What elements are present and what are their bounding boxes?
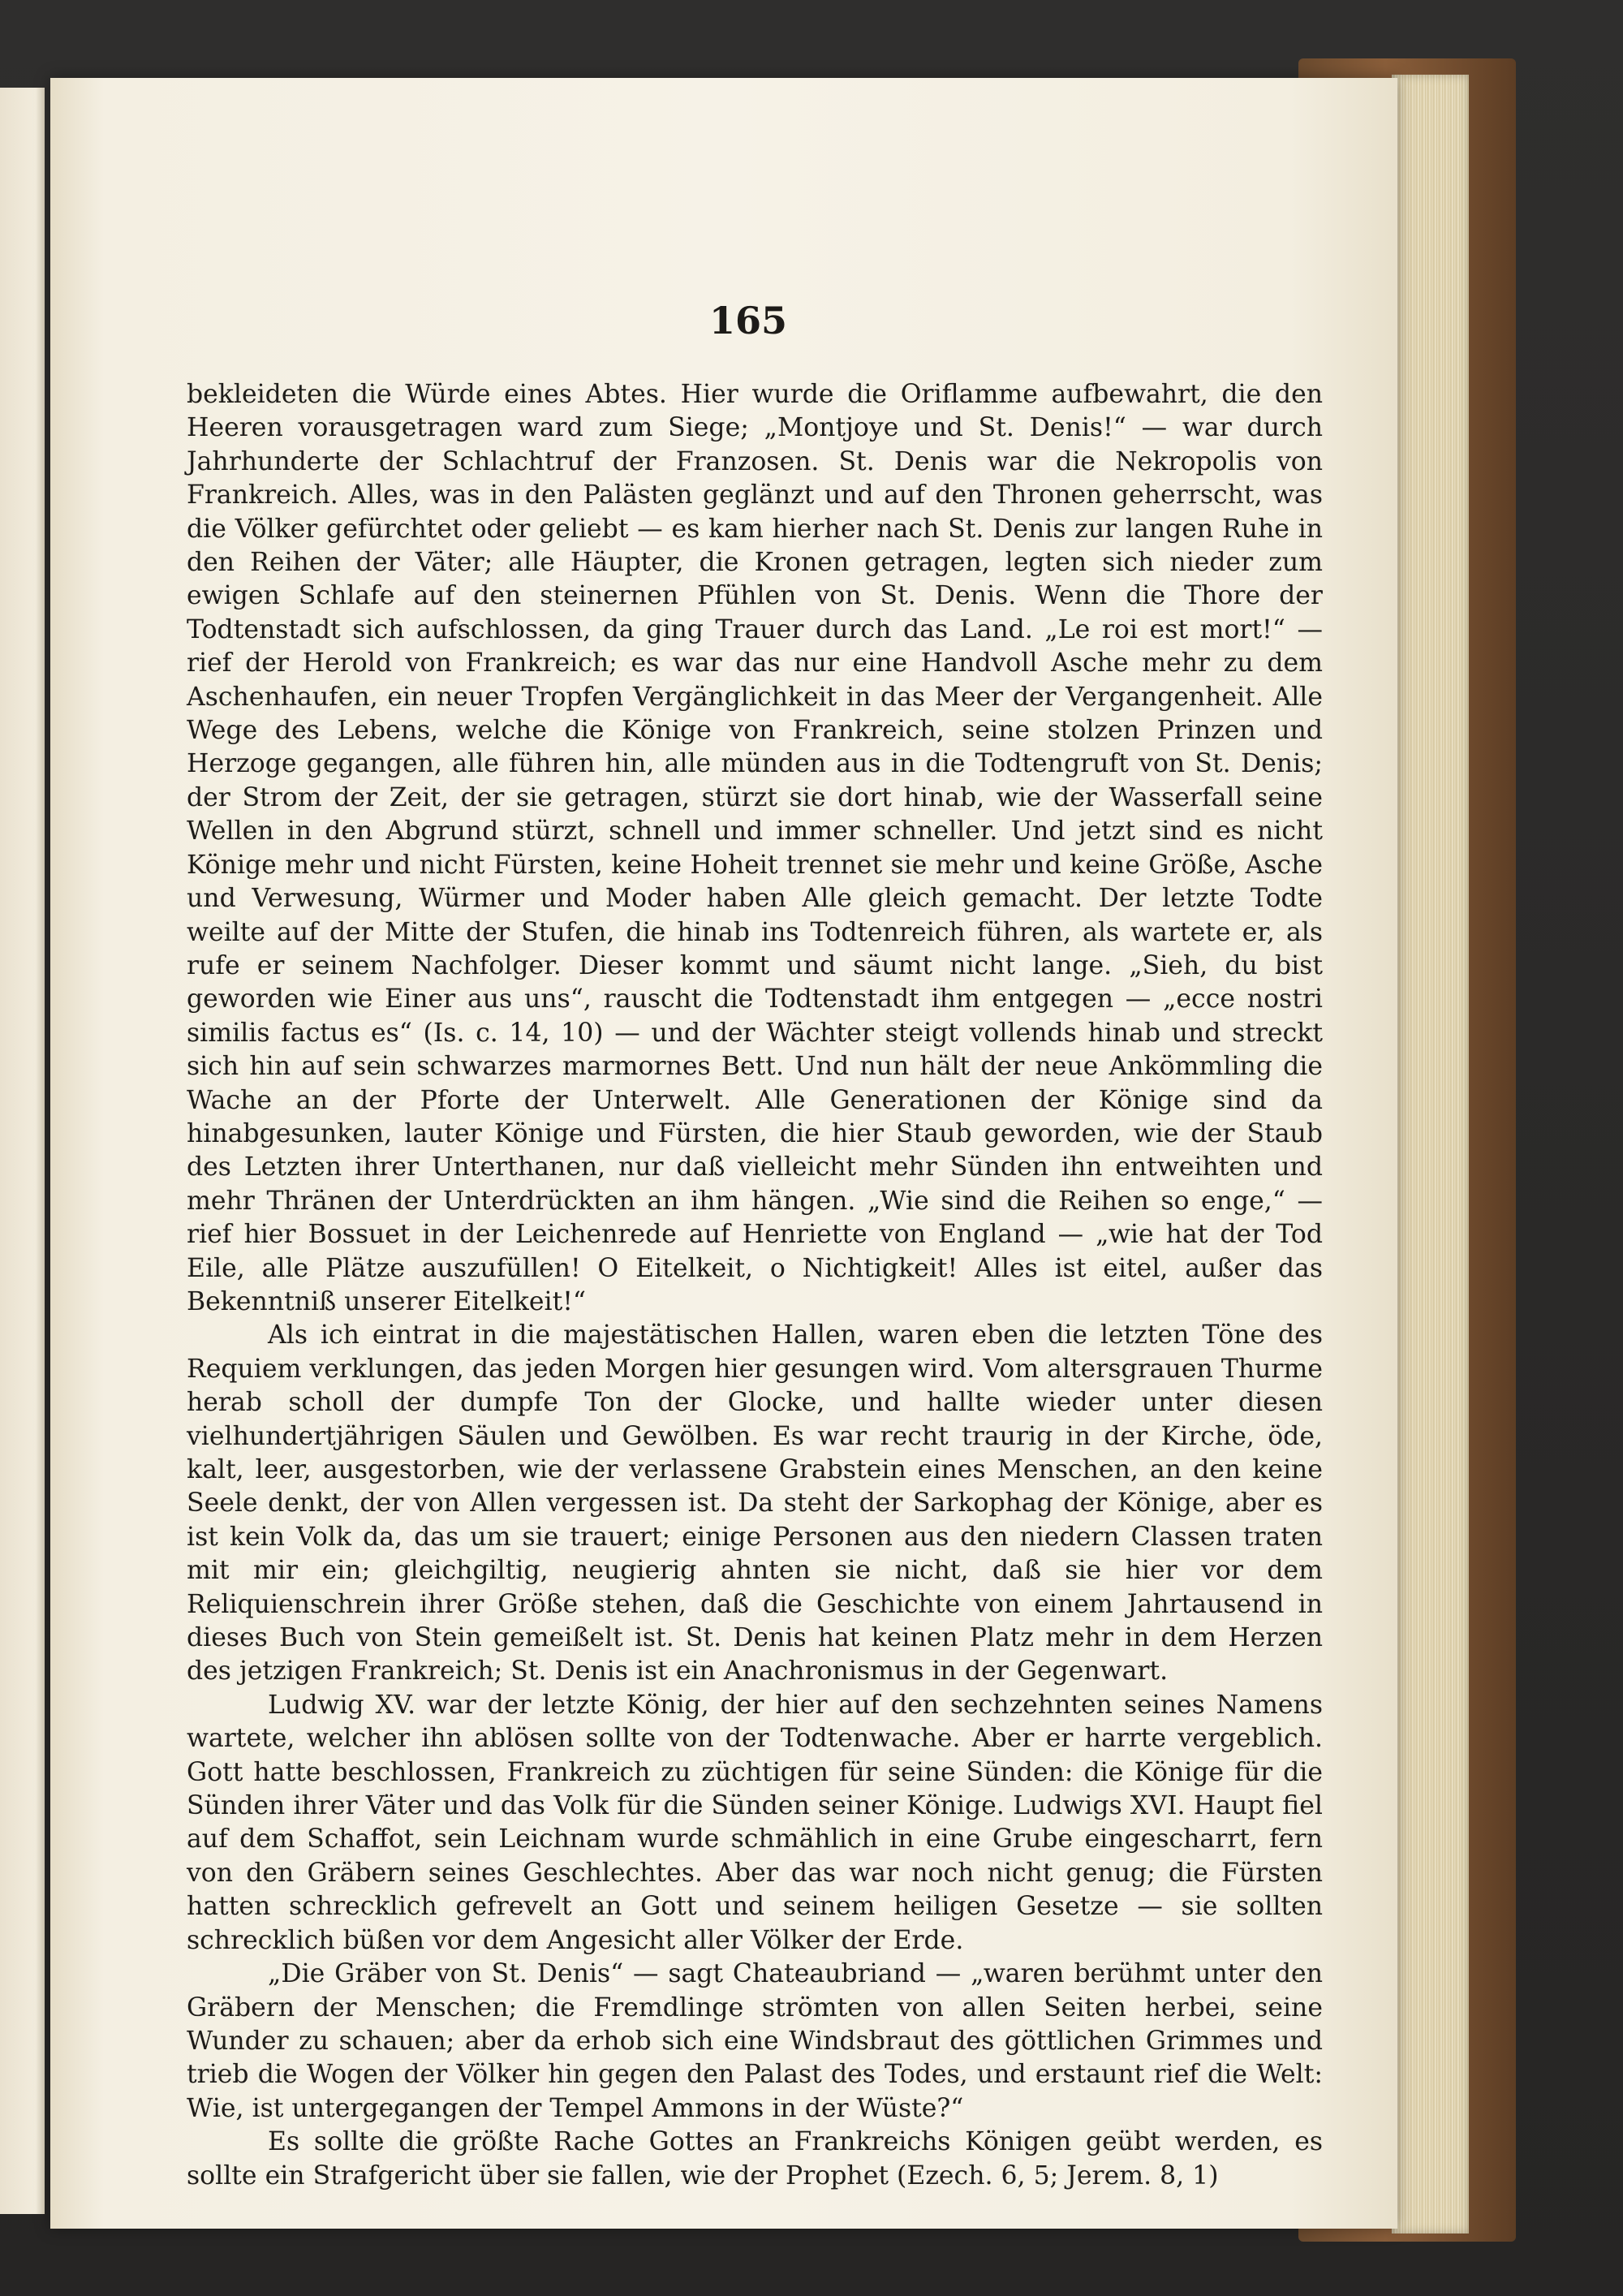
book-page bbox=[50, 78, 1397, 2229]
paragraph: Ludwig XV. war der letzte König, der hier auf den sechzehnten seines Namens wartete, welcher ihn ablösen sollte von der Todtenwache. Aber er harrte vergeblich. Gott hatte beschlossen, Frankreich zu züchtigen für seine Sünden: die Könige für die Sünden ihrer Väter und das Volk für die Sünden seiner Könige. Ludwigs XVI. Haupt fiel auf dem Schaffot, sein Leichnam wurde schmählich in eine Grube eingescharrt, fern von den Gräbern seines Geschlechtes. Aber das war noch nicht genug; die Fürsten hatten schrecklich gefrevelt an Gott und seinem heiligen Gesetze — sie sollten schrecklich büßen vor dem Angesicht aller Völker der Erde. bbox=[187, 1690, 1323, 1955]
page-number: 165 bbox=[708, 299, 788, 342]
paragraph: „Die Gräber von St. Denis“ — sagt Chateaubriand — „waren berühmt unter den Gräbern der Menschen; die Fremdlinge strömten von allen Seiten herbei, seine Wunder zu schauen; aber da erhob sich eine Windsbraut des göttlichen Grimmes und trieb die Wogen der Völker hin gegen den Palast des Todes, und erstaunt rief die Welt: Wie, ist untergegangen der Tempel Ammons in der Wüste?“ bbox=[187, 1959, 1323, 2123]
paragraph: Es sollte die größte Rache Gottes an Frankreichs Königen geübt werden, es sollte ein Strafgericht über sie fallen, wie der Prophet (Ezech. 6, 5; Jerem. 8, 1) bbox=[187, 2127, 1323, 2190]
paragraph: bekleideten die Würde eines Abtes. Hier wurde die Oriflamme aufbewahrt, die den Heeren vorausgetragen ward zum Siege; „Montjoye und St. Denis!“ — war durch Jahrhunderte der Schlachtruf der Franzosen. St. Denis war die Nekropolis von Frankreich. Alles, was in den Palästen geglänzt und auf den Thronen geherrscht, was die Völker gefürchtet oder geliebt — es kam hierher nach St. Denis zur langen Ruhe in den Reihen der Väter; alle Häupter, die Kronen getragen, legten sich nieder zum ewigen Schlafe auf den steinernen Pfühlen von St. Denis. Wenn die Thore der Todtenstadt sich aufschlossen, da ging Trauer durch das Land. „Le roi est mort!“ — rief der Herold von Frankreich; es war das nur eine Handvoll Asche mehr zu dem Aschenhaufen, ein neuer Tropfen Vergänglichkeit in das Meer der Vergangenheit. Alle Wege des Lebens, welche die Könige von Frankreich, seine stolzen Prinzen und Herzoge gegangen, alle führen hin, alle münden aus in die Todtengruft von St. Denis; der Strom der Zeit, der sie getragen, stürzt sie dort hinab, wie der Wasserfall seine Wellen in den Abgrund stürzt, schnell und immer schneller. Und jetzt sind es nicht Könige mehr und nicht Fürsten, keine Hoheit trennet sie mehr und keine Größe, Asche und Verwesung, Würmer und Moder haben Alle gleich gemacht. Der letzte Todte weilte auf der Mitte der Stufen, die hinab ins Todtenreich führen, als wartete er, als rufe er seinem Nachfolger. Dieser kommt und säumt nicht lange. „Sieh, du bist geworden wie Einer aus uns“, rauscht die Todtenstadt ihm entgegen — „ecce nostri similis factus es“ (Is. c. 14, 10) — und der Wächter steigt vollends hinab und streckt sich hin auf sein schwarzes marmornes Bett. Und nun hält der neue Ankömmling die Wache an der Pforte der Unterwelt. Alle Generationen der Könige sind da hinabgesunken, lauter Könige und Fürsten, die hier Staub geworden, wie der Staub des Letzten ihrer Unterthanen, nur daß vielleicht mehr Sünden ihn entweihten und mehr Thränen der Unterdrückten an ihm hängen. „Wie sind die Reihen so enge,“ — rief hier Bossuet in der Leichenrede auf Henriette von England — „wie hat der Tod Eile, alle Plätze auszufüllen! O Eitelkeit, o Nichtigkeit! Alles ist eitel, außer das Bekenntniß unserer Eitelkeit!“ bbox=[187, 380, 1323, 1316]
previous-page-sliver bbox=[0, 88, 45, 2214]
paragraph: Als ich eintrat in die majestätischen Hallen, waren eben die letzten Töne des Requiem verklungen, das jeden Morgen hier gesungen wird. Vom altersgrauen Thurme herab scholl der dumpfe Ton der Glocke, und hallte wieder unter diesen vielhundertjährigen Säulen und Gewölben. Es war recht traurig in der Kirche, öde, kalt, leer, ausgestorben, wie der verlassene Grabstein eines Menschen, an den keine Seele denkt, der von Allen vergessen ist. Da steht der Sarkophag der Könige, aber es ist kein Volk da, das um sie trauert; einige Personen aus den niedern Classen traten mit mir ein; gleichgiltig, neugierig ahnten sie nicht, daß sie hier vor dem Reliquienschrein ihrer Größe stehen, daß die Geschichte von einem Jahrtausend in dieses Buch von Stein gemeißelt ist. St. Denis hat keinen Platz mehr in dem Herzen des jetzigen Frankreich; St. Denis ist ein Anachronismus in der Gegenwart. bbox=[187, 1320, 1323, 1686]
page-edges bbox=[1392, 75, 1469, 2234]
body-text bbox=[187, 378, 1323, 2193]
